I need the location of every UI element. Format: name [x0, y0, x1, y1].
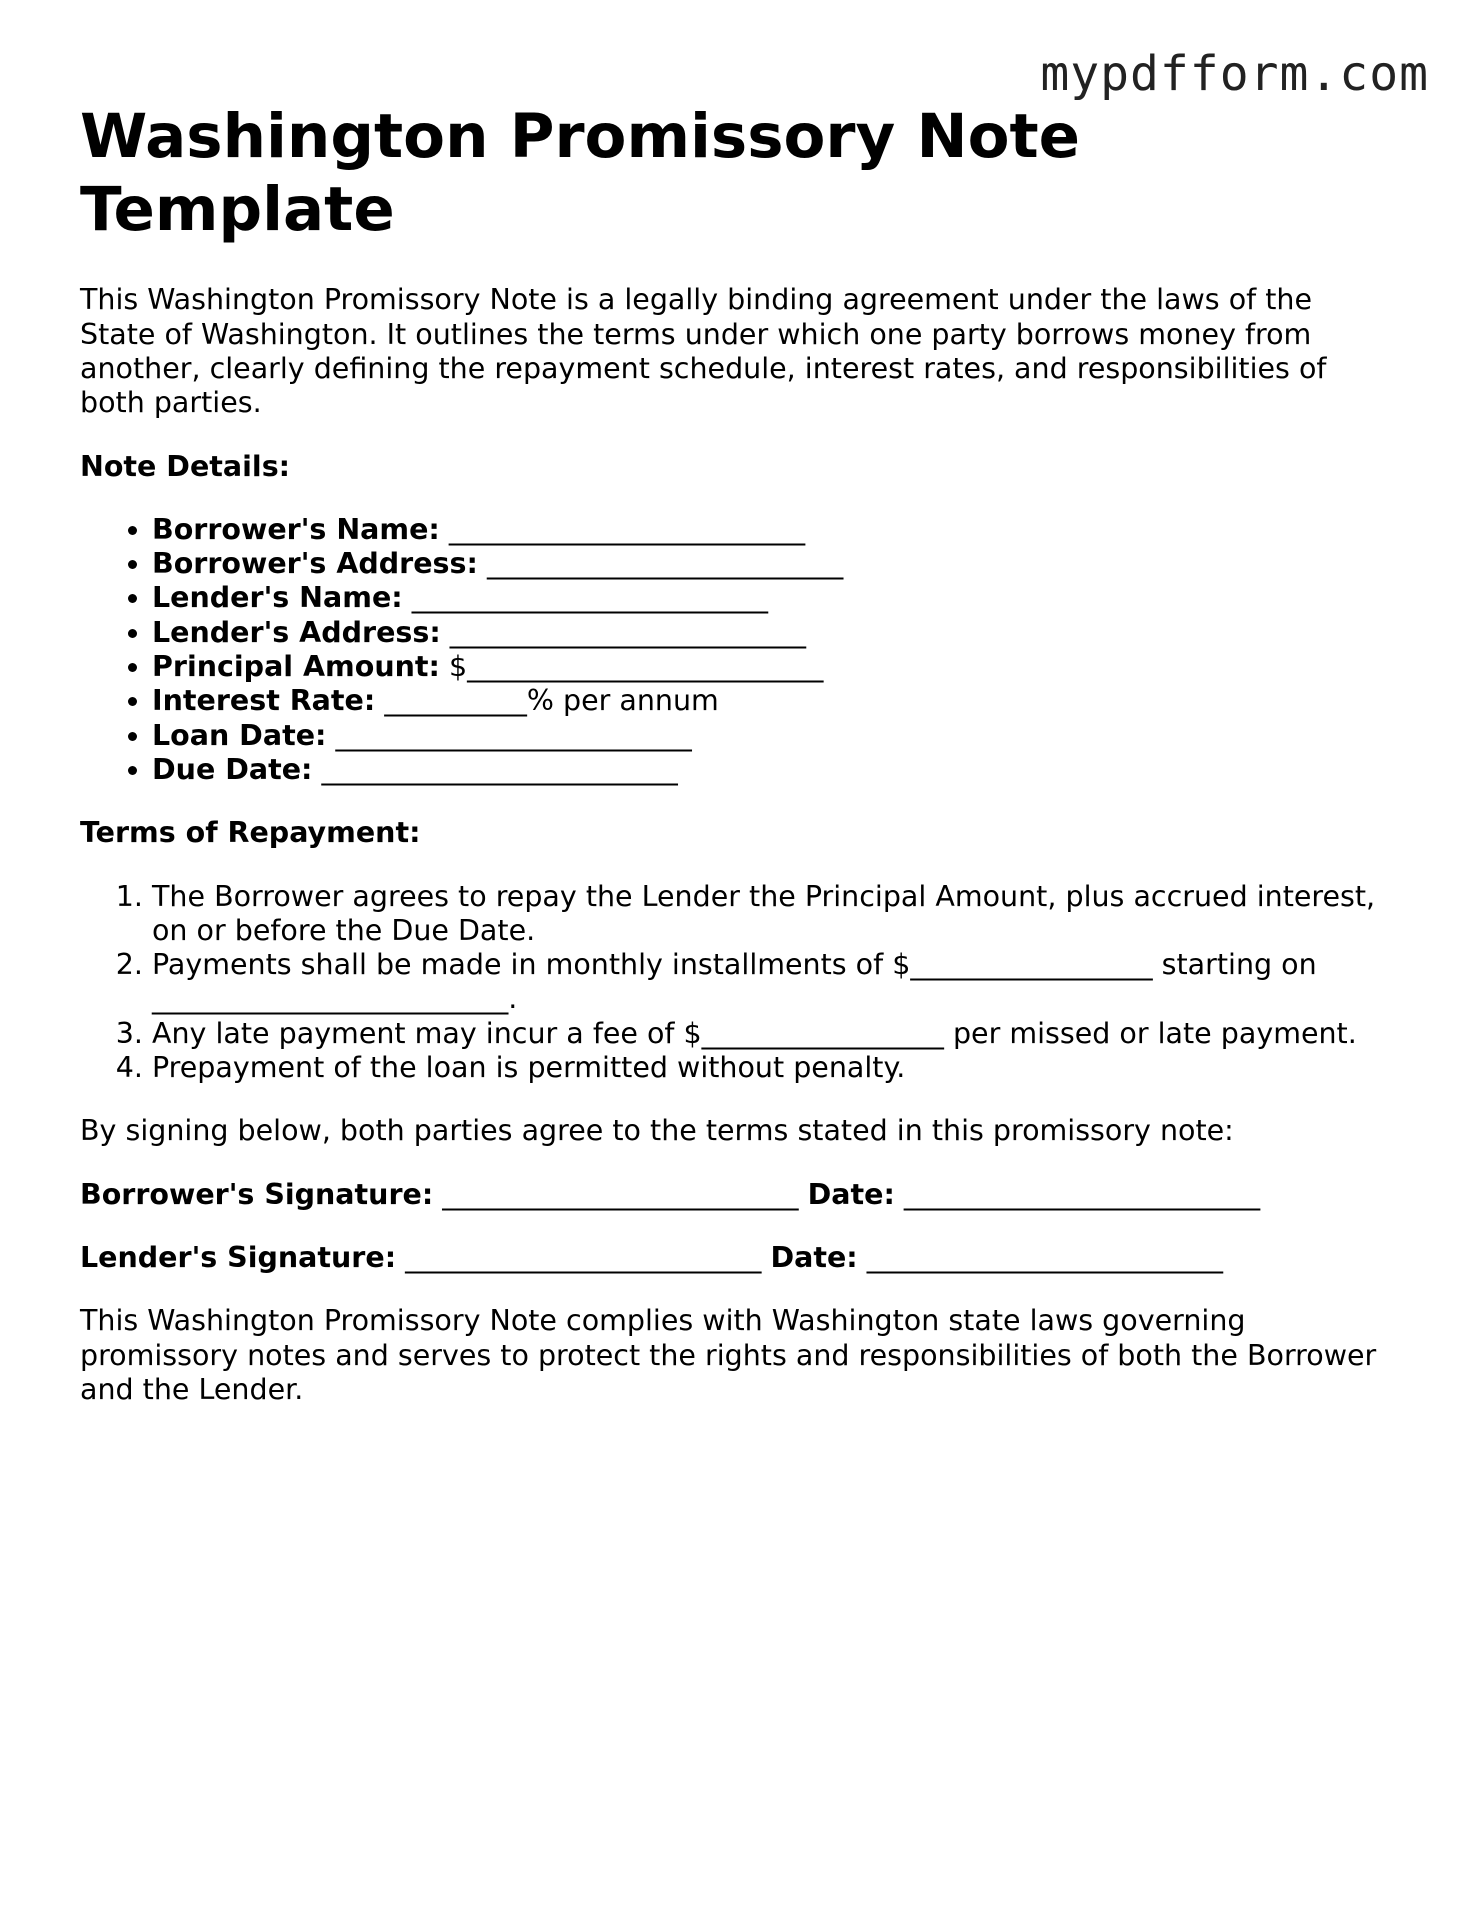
- agreement-statement: By signing below, both parties agree to the terms stated in this promissory note:: [80, 1114, 1234, 1148]
- borrower-signature-blank[interactable]: _________________________: [433, 1177, 808, 1211]
- note-details-list: [80, 513, 1410, 787]
- lender-signature-label: Lender's Signature:: [80, 1240, 397, 1274]
- field-label: Borrower's Name:: [152, 512, 440, 546]
- list-item-lender-address: [152, 616, 1410, 650]
- repayment-term: 4. Prepayment of the loan is permitted without penalty.: [152, 1051, 1410, 1085]
- fill-in-blank[interactable]: _________________________: [402, 581, 768, 615]
- list-item-principal-amount: [152, 650, 1410, 684]
- borrower-signature-row: [80, 1178, 1410, 1212]
- list-item-borrower-name: [152, 513, 1410, 547]
- borrower-date-label: Date:: [807, 1177, 895, 1211]
- field-label: Borrower's Address:: [152, 547, 478, 581]
- fill-in-blank[interactable]: _________________________: [312, 752, 678, 786]
- repayment-terms-list: [80, 880, 1410, 1086]
- fill-in-blank[interactable]: _________________________: [440, 615, 807, 649]
- list-item-loan-date: [152, 719, 1410, 753]
- repayment-heading: Terms of Repayment:: [80, 816, 421, 850]
- field-label: Interest Rate:: [152, 684, 376, 718]
- lender-signature-blank[interactable]: _________________________: [396, 1240, 771, 1274]
- repayment-term: 3. Any late payment may incur a fee of $_________________ per missed or late payment.: [152, 1017, 1410, 1051]
- site-watermark: mypdfform.com: [1040, 46, 1429, 102]
- closing-paragraph: This Washington Promissory Note complies with Washington state laws governing promissory notes and serves to protect the rights and responsibilities of both the Borrower and the Lender.: [80, 1304, 1377, 1406]
- list-item-due-date: [152, 753, 1410, 787]
- fill-in-blank[interactable]: __________% per annum: [375, 684, 719, 718]
- fill-in-blank[interactable]: _________________________: [439, 512, 806, 546]
- list-item-borrower-address: [152, 547, 1410, 581]
- fill-in-blank[interactable]: _________________________: [477, 547, 844, 581]
- lender-date-label: Date:: [770, 1240, 858, 1274]
- borrower-date-blank[interactable]: _________________________: [894, 1177, 1261, 1211]
- fill-in-blank[interactable]: _________________________: [326, 718, 692, 752]
- lender-date-blank[interactable]: _________________________: [857, 1240, 1224, 1274]
- fill-in-blank[interactable]: $_________________________: [439, 650, 824, 684]
- repayment-term: 2. Payments shall be made in monthly installments of $_________________ starting on _________________________.: [152, 948, 1410, 1017]
- field-label: Lender's Address:: [152, 615, 441, 649]
- field-label: Loan Date:: [152, 718, 327, 752]
- borrower-signature-label: Borrower's Signature:: [80, 1177, 434, 1211]
- lender-signature-row: [80, 1241, 1410, 1275]
- intro-paragraph: This Washington Promissory Note is a legally binding agreement under the laws of the State of Washington. It outlines the terms under which one party borrows money from another, clearly defining the repayment schedule, interest rates, and responsibilities of both parties.: [80, 283, 1327, 420]
- note-details-heading: Note Details:: [80, 449, 291, 483]
- list-item-interest-rate: [152, 684, 1410, 718]
- field-label: Principal Amount:: [152, 650, 440, 684]
- repayment-term: 1. The Borrower agrees to repay the Lender the Principal Amount, plus accrued interest, on or before the Due Date.: [152, 880, 1410, 949]
- field-label: Lender's Name:: [152, 581, 403, 615]
- list-item-lender-name: [152, 581, 1410, 615]
- document-title: Washington Promissory Note Template: [80, 101, 1081, 246]
- field-label: Due Date:: [152, 752, 313, 786]
- document-page: [80, 100, 1410, 1407]
